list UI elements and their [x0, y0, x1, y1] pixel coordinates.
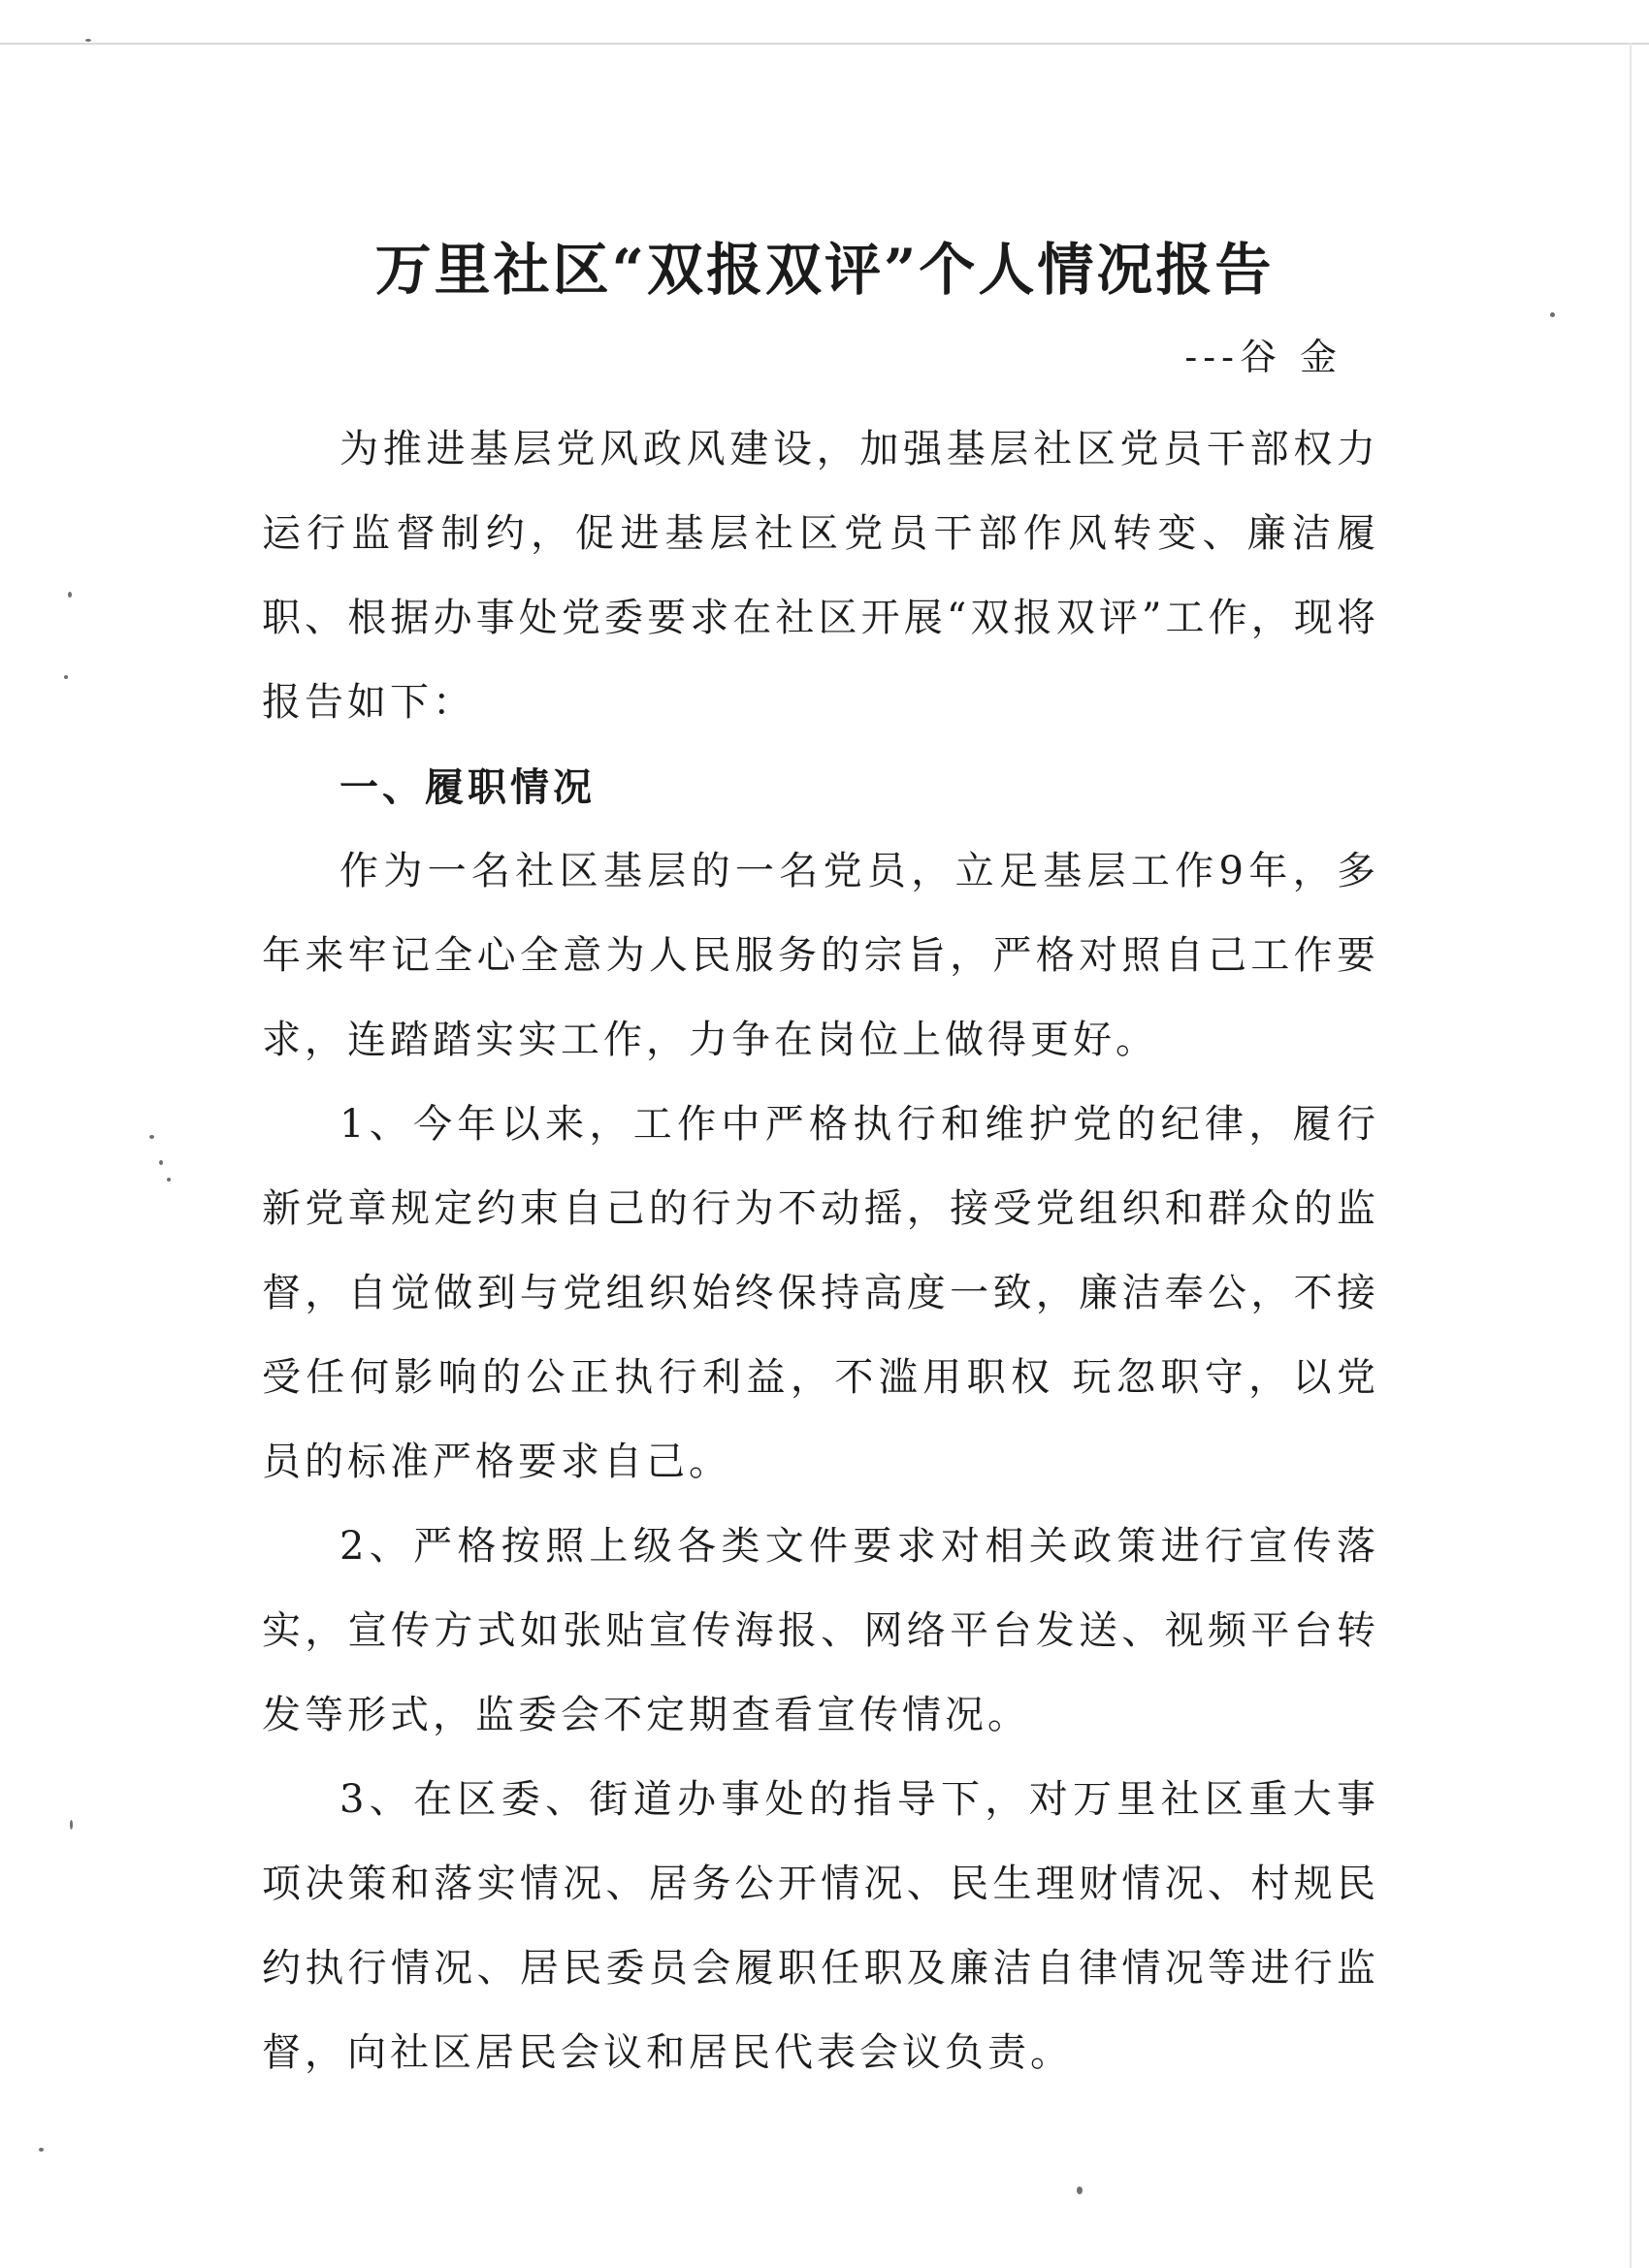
scan-speck — [85, 39, 91, 42]
item-3-paragraph: 3、在区委、街道办事处的指导下，对万里社区重大事项决策和落实情况、居务公开情况、民生理财情况、村规民约执行情况、居民委员会履职任职及廉洁自律情况等进行监督，向社区居民会议和居民代表会议负责。 — [262, 1777, 1379, 2075]
scan-speck — [1550, 312, 1555, 317]
item-1-paragraph: 1、今年以来，工作中严格执行和维护党的纪律，履行新党章规定约束自己的行为不动摇，接受党组织和群众的监督，自觉做到与党组织始终保持高度一致，廉洁奉公，不接受任何影响的公正执行利益，不滥用职权 玩忽职守，以党员的标准严格要求自己。 — [262, 1102, 1379, 1484]
document-title: 万里社区“双报双评”个人情况报告 — [374, 237, 1275, 303]
section-heading: 一、履职情况 — [340, 764, 596, 810]
scan-speck — [70, 1820, 73, 1830]
scan-speck — [1077, 2187, 1083, 2194]
scan-speck — [64, 675, 68, 679]
section-intro-paragraph: 作为一名社区基层的一名党员，立足基层工作9年，多年来牢记全心全意为人民服务的宗旨，严格对照自己工作要求，连踏踏实实工作，力争在岗位上做得更好。 — [262, 849, 1379, 1062]
scan-right-edge — [1630, 43, 1632, 2268]
scan-top-edge — [0, 43, 1649, 45]
scan-speck — [68, 592, 72, 598]
author-signature: ---谷 金 — [1184, 336, 1342, 378]
scan-speck — [159, 1160, 163, 1165]
scan-speck — [149, 1135, 154, 1139]
item-2-paragraph: 2、严格按照上级各类文件要求对相关政策进行宣传落实，宣传方式如张贴宣传海报、网络平台发送、视频平台转发等形式，监委会不定期查看宣传情况。 — [262, 1524, 1379, 1737]
intro-paragraph: 为推进基层党风政风建设，加强基层社区党员干部权力运行监督制约，促进基层社区党员干部作风转变、廉洁履职、根据办事处党委要求在社区开展“双报双评”工作，现将报告如下： — [262, 427, 1379, 725]
scan-speck — [39, 2148, 44, 2152]
document-body — [262, 407, 1379, 2095]
scan-speck — [167, 1178, 171, 1182]
